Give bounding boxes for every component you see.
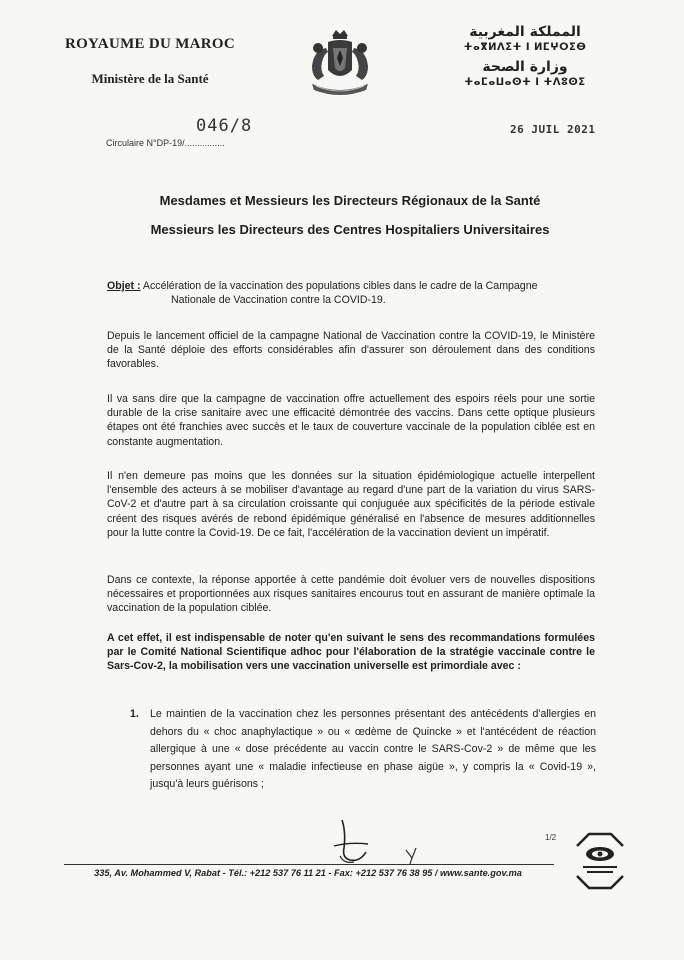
paragraph-3-text: Il n'en demeure pas moins que les données sur la situation épidémiologique actuelle interpellent l'ensemble des acteurs à se mobiliser d'avantage au regard d'une part de la variation du virus SARS-CoV-2 et d'autre part à sa circulation croissante qui conjuguée aux spécificités de la période estivale créent des risques avérés de rebond épidémique généralisé en l'absence de mesures additionnelles pour la lutte contre la Covid-19. De ce fait, l'accélération de la vaccination devient un impératif.: [107, 470, 595, 539]
royal-emblem-icon: [300, 26, 380, 106]
list-item: [130, 706, 596, 794]
list-item-number: 1.: [130, 708, 139, 720]
footer-address: 335, Av. Mohammed V, Rabat - Tél.: +212 537 76 11 21 - Fax: +212 537 76 38 95 / www.sante.gov.ma: [94, 868, 522, 878]
header-french: [60, 36, 240, 87]
ministry-name-ar: وزارة الصحة: [482, 59, 568, 75]
subject-line-2: Nationale de Vaccination contre la COVID-19.: [171, 294, 386, 307]
paragraph-4: [107, 573, 595, 616]
ministry-name-tifinagh: ⵜⴰⵎⴰⵡⴰⵙⵜ ⵏ ⵜⴷⵓⵙⵉ: [464, 77, 586, 88]
paragraph-2: [107, 392, 595, 449]
date-stamp: 26 JUIL 2021: [510, 123, 596, 136]
country-name-fr: ROYAUME DU MAROC: [64, 36, 236, 52]
paragraph-4-text: Dans ce contexte, la réponse apportée à cette pandémie doit évoluer vers de nouvelles dispositions nécessaires et proportionnées aux risques sanitaires encourus tout en assurant de manière optimale la vaccination de la population ciblée.: [107, 574, 595, 615]
paragraph-3: [107, 469, 595, 540]
footer-divider: [64, 864, 554, 865]
page-number: 1/2: [545, 833, 557, 842]
signature-icon: [320, 812, 440, 872]
subject-block: [107, 279, 595, 307]
addressee-line-1: Mesdames et Messieurs les Directeurs Régionaux de la Santé: [159, 193, 541, 208]
header-arabic: [455, 24, 595, 88]
country-name-ar: المملكة المغربية: [469, 24, 581, 40]
paragraph-2-text: Il va sans dire que la campagne de vaccination offre actuellement des espoirs réels pour une sortie durable de la crise sanitaire avec une efficacité démontrée des vaccins. Dans cette optique plusieurs étapes ont été franchies avec succès et le taux de couverture vaccinale de la population ciblée est en constante augmentation.: [107, 393, 595, 448]
paragraph-5-text: A cet effet, il est indispensable de noter qu'en suivant le sens des recommandations formulées par le Comité National Scientifique adhoc pour l'élaboration de la stratégie vaccinale contre le Sars-Cov-2, la mobilisation vers une vaccination universelle est primordiale avec :: [107, 632, 595, 673]
ministry-name-fr: Ministère de la Santé: [91, 71, 209, 86]
circular-number-handwritten: 046/8: [196, 116, 253, 136]
paragraph-1: [107, 329, 595, 372]
paragraph-5: [107, 631, 595, 674]
ministry-logo-icon: [575, 832, 625, 890]
subject-label: Objet :: [107, 280, 141, 292]
addressee-line-2: Messieurs les Directeurs des Centres Hospitaliers Universitaires: [150, 222, 550, 237]
country-name-tifinagh: ⵜⴰⴳⵍⴷⵉⵜ ⵏ ⵍⵎⵖⵔⵉⴱ: [463, 42, 587, 53]
list-item-text: Le maintien de la vaccination chez les personnes présentant des antécédents d'allergies en dehors du « choc anaphylactique » ou « œdème de Quincke » et l'antécédent de réaction allergique à une « dose précédente au vaccin contre le SARS-Cov-2 » de même que les personnes ayant une « maladie infectieuse en phase aigüe », y compris la « Covid-19 », jusqu'à leurs guérisons ;: [150, 708, 596, 790]
circular-label: Circulaire N°DP-19/................: [106, 138, 225, 148]
paragraph-1-text: Depuis le lancement officiel de la campagne National de Vaccination contre la COVID-19, le Ministère de la Santé déploie des efforts considérables afin d'assurer son déroulement dans des conditions favorables.: [107, 330, 595, 371]
subject-line-1: Accélération de la vaccination des populations cibles dans le cadre de la Campagne: [142, 280, 538, 292]
